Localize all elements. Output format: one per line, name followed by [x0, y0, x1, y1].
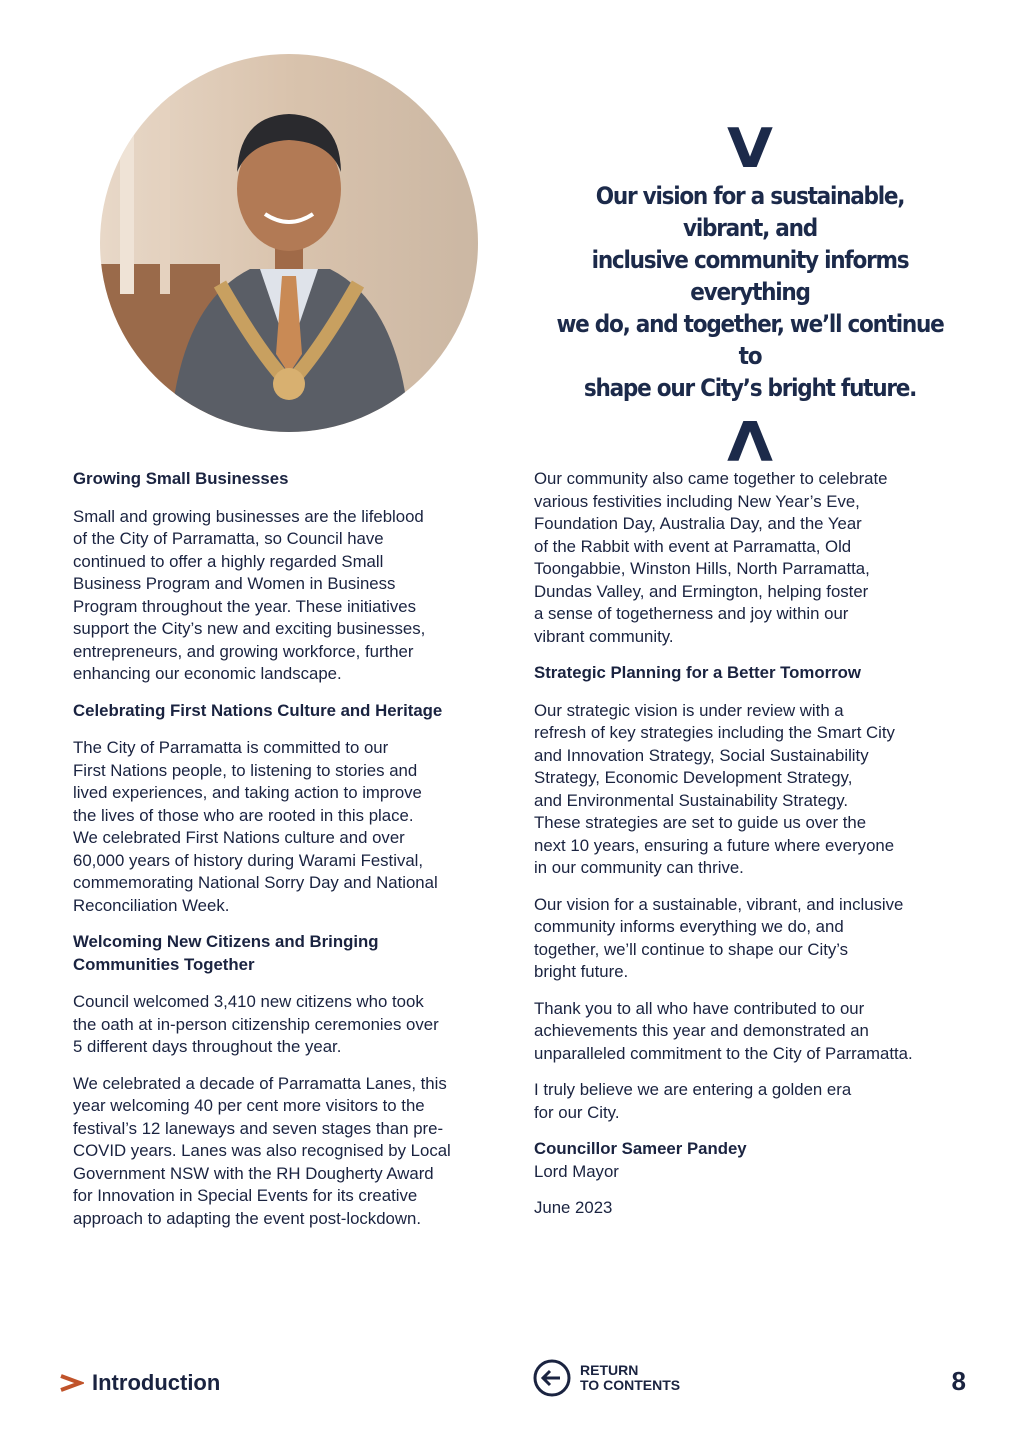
- paragraph-golden-era: I truly believe we are entering a golden era for our City.: [534, 1080, 852, 1122]
- paragraph-first-nations: The City of Parramatta is committed to our First Nations people, to listening to stories and lived experiences, and taking action to improve the lives of those who are rooted in this place. We celebrated First Nations culture and over 60,000 years of history during Warami Festival, commemorating National Sorry Day and National Reconciliation Week.: [73, 738, 438, 915]
- left-column: [73, 468, 513, 1244]
- paragraph-strategies: Our strategic vision is under review with a refresh of key strategies including the Smart City and Innovation Strategy, Social Sustainability Strategy, Economic Development Strategy, and Environmental Sustainability Strategy. These strategies are set to guide us over the next 10 years, ensuring a future where everyone in our community can thrive.: [534, 700, 895, 877]
- signatory-role: Lord Mayor: [534, 1161, 619, 1181]
- paragraph-thanks: Thank you to all who have contributed to our achievements this year and demonstrated an unparalleled commitment to the City of Parramatta.: [534, 998, 913, 1063]
- letter-date: June 2023: [534, 1198, 613, 1217]
- heading-new-citizens: Welcoming New Citizens and Bringing Communities Together: [73, 932, 379, 974]
- section-title: Introduction: [92, 1370, 221, 1395]
- heading-first-nations: Celebrating First Nations Culture and Heritage: [73, 700, 443, 720]
- paragraph-new-citizens: Council welcomed 3,410 new citizens who took the oath at in-person citizenship ceremonies over 5 different days throughout the year.: [73, 992, 439, 1056]
- heading-strategic-planning: Strategic Planning for a Better Tomorrow: [534, 663, 861, 682]
- chevron-right-icon: [58, 1373, 84, 1393]
- section-link-introduction[interactable]: [58, 1370, 220, 1396]
- paragraph-festivities: Our community also came together to celebrate various festivities including New Year’s Eve, Foundation Day, Australia Day, and the Year of the Rabbit with event at Parramatta, Old Toongabbie, Winston Hills, North Parramatta, Dundas Valley, and Ermington, helping foster a sense of togetherness and joy within our vibrant community.: [534, 469, 888, 646]
- return-to-contents-button[interactable]: [532, 1358, 680, 1398]
- chevron-down-icon: V: [727, 117, 773, 180]
- mayor-portrait: [100, 54, 478, 432]
- portrait-image: [100, 54, 478, 432]
- page-footer: [0, 1350, 1024, 1420]
- paragraph-vision: Our vision for a sustainable, vibrant, and inclusive community informs everything we do, and together, we’ll continue to shape our City’s bright future.: [534, 894, 904, 981]
- back-arrow-icon: [532, 1358, 572, 1398]
- paragraph-parramatta-lanes: We celebrated a decade of Parramatta Lanes, this year welcoming 40 per cent more visitors to the festival’s 12 laneways and seven stages than pre- COVID years. Lanes was also recognised by Local Government NSW with the RH Dougherty Award for Innovation in Special Events for its creative approach to adapting the event post-lockdown.: [73, 1073, 451, 1228]
- heading-small-businesses: Growing Small Businesses: [73, 469, 289, 488]
- chevron-up-icon: V: [727, 408, 773, 471]
- pull-quote-text: Our vision for a sustainable, vibrant, and inclusive community informs everything we do, and together, we’ll continue to shape our City’s bright future.: [556, 182, 944, 402]
- paragraph-small-businesses: Small and growing businesses are the lifeblood of the City of Parramatta, so Council have continued to offer a highly regarded Small Business Program and Women in Business Program throughout the year. These initiatives support the City’s new and exciting businesses, entrepreneurs, and growing workforce, further enhancing our economic landscape.: [73, 506, 426, 683]
- return-label: RETURN TO CONTENTS: [580, 1362, 681, 1393]
- page-number: 8: [951, 1366, 966, 1396]
- right-column: [534, 468, 974, 1234]
- pull-quote: [532, 117, 968, 471]
- signatory-name: Councillor Sameer Pandey: [534, 1139, 747, 1158]
